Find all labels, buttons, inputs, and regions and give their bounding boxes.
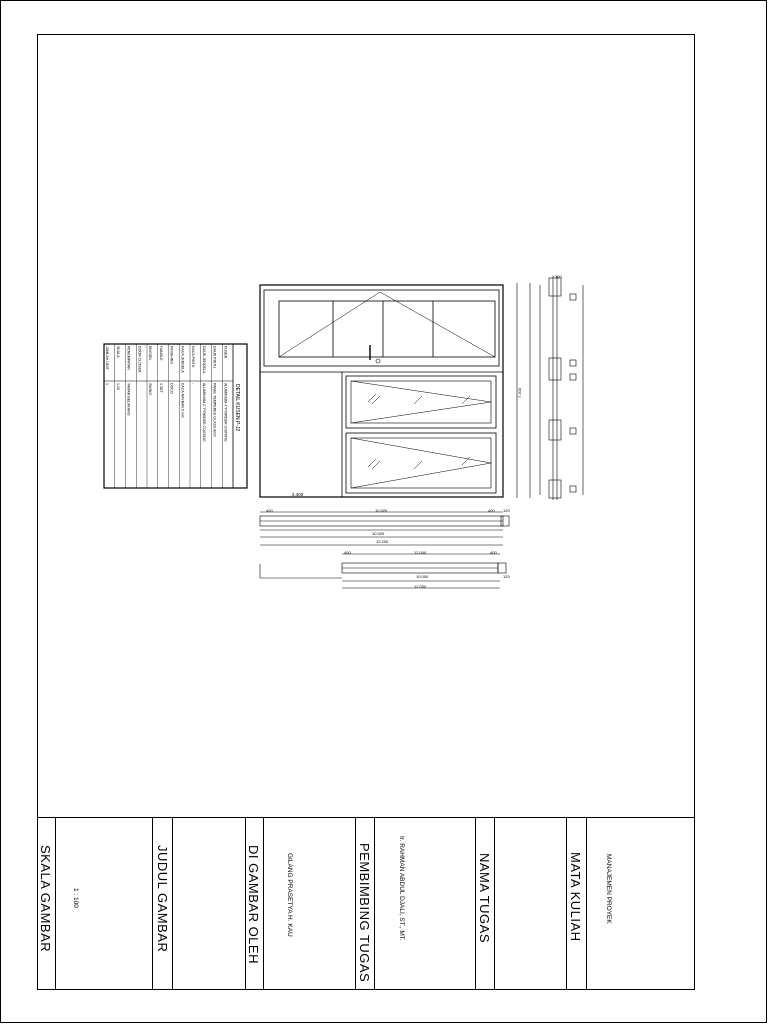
svg-text:7.200: 7.200: [517, 387, 522, 398]
svg-text:400: 400: [266, 508, 273, 513]
table-row-value: PANEL TEMPERED GLASS 8mm: [212, 383, 217, 438]
plan-section-bottom: [260, 554, 506, 588]
pembimbing-value: Ir. RAHMAN ABDUL DJALI, ST., MT.: [398, 836, 405, 941]
table-row-label: KACA JENDELA: [180, 346, 185, 373]
title-block-divider: [355, 817, 356, 990]
svg-text:400: 400: [490, 550, 497, 555]
title-block-divider: [374, 817, 375, 990]
svg-text:10.920: 10.920: [375, 508, 388, 513]
pembimbing-heading: PEMBIMBING TUGAS: [357, 843, 372, 983]
table-row-value: 1: [105, 383, 109, 385]
mata-kuliah-value: MANAJEMEN PROYEK: [605, 854, 612, 924]
table-row-label: ENGSEL: [148, 346, 152, 361]
svg-text:120: 120: [503, 508, 510, 513]
table-row-label: DAUN PINTU: [212, 346, 217, 368]
table-row-label: DOOR CLOSER: [137, 346, 142, 373]
digambar-heading: DI GAMBAR OLEH: [246, 845, 261, 964]
title-block-divider: [152, 817, 153, 990]
table-row-label: PENEMPATAN: [126, 346, 131, 370]
elev-dim-bottom: 2.400: [292, 492, 304, 497]
table-row-value: 1:20: [115, 383, 120, 390]
table-row-value: TAMAN BELAKANG: [126, 383, 131, 416]
table-row-value: DOCO: [169, 383, 174, 394]
svg-text:12.200: 12.200: [376, 539, 389, 544]
svg-text:12.000: 12.000: [414, 584, 427, 589]
table-row-value: 1 SET: [158, 383, 163, 393]
title-block-divider: [494, 817, 495, 990]
judul-heading: JUDUL GAMBAR: [155, 845, 170, 953]
detail-table-title: DETAIL KUSEN P-J2: [234, 384, 240, 432]
svg-text:12.000: 12.000: [414, 550, 427, 555]
table-row-value: ALUMINIUM 2" POWDER COATING: [201, 383, 206, 442]
table-row-label: HANDLE: [158, 346, 163, 361]
table-row-label: JUMLAH UNIT: [105, 346, 109, 370]
title-block-top: [37, 817, 695, 818]
table-row-value: SWING: [148, 383, 152, 396]
title-block-divider: [55, 817, 56, 990]
table-row-value: -: [191, 383, 195, 385]
svg-text:10.920: 10.920: [372, 531, 385, 536]
table-row-label: KACA PINTU: [191, 346, 195, 368]
table-row-value: KACA RAYBAN 5 mm: [180, 383, 185, 419]
svg-text:400: 400: [344, 550, 351, 555]
window-elevation: [260, 285, 503, 497]
mata-kuliah-heading: MATA KULIAH: [568, 852, 583, 942]
detail-table: [104, 344, 247, 488]
skala-heading: SKALA GAMBAR: [38, 845, 53, 953]
table-row-label: FINISHING: [169, 346, 174, 365]
table-row-label: SKALA: [115, 346, 120, 358]
title-block-divider: [566, 817, 567, 990]
title-block-divider: [172, 817, 173, 990]
nama-tugas-heading: NAMA TUGAS: [477, 853, 492, 944]
vertical-section: [517, 276, 583, 500]
title-block-divider: [475, 817, 476, 990]
svg-text:120: 120: [503, 574, 510, 579]
svg-text:400: 400: [488, 508, 495, 513]
skala-value: 1 : 100: [72, 888, 79, 908]
digambar-value: GILANG PRASETYA H. KAU: [286, 853, 293, 937]
table-row-label: DAUN JENDELA: [201, 346, 206, 374]
svg-text:300: 300: [555, 274, 562, 279]
table-row-label: KUSEN: [223, 346, 228, 359]
table-row-value: ALUMINIUM 4" POWDER COATING: [223, 383, 228, 442]
title-block-divider: [263, 817, 264, 990]
title-block-divider: [586, 817, 587, 990]
svg-text:10.000: 10.000: [416, 574, 429, 579]
